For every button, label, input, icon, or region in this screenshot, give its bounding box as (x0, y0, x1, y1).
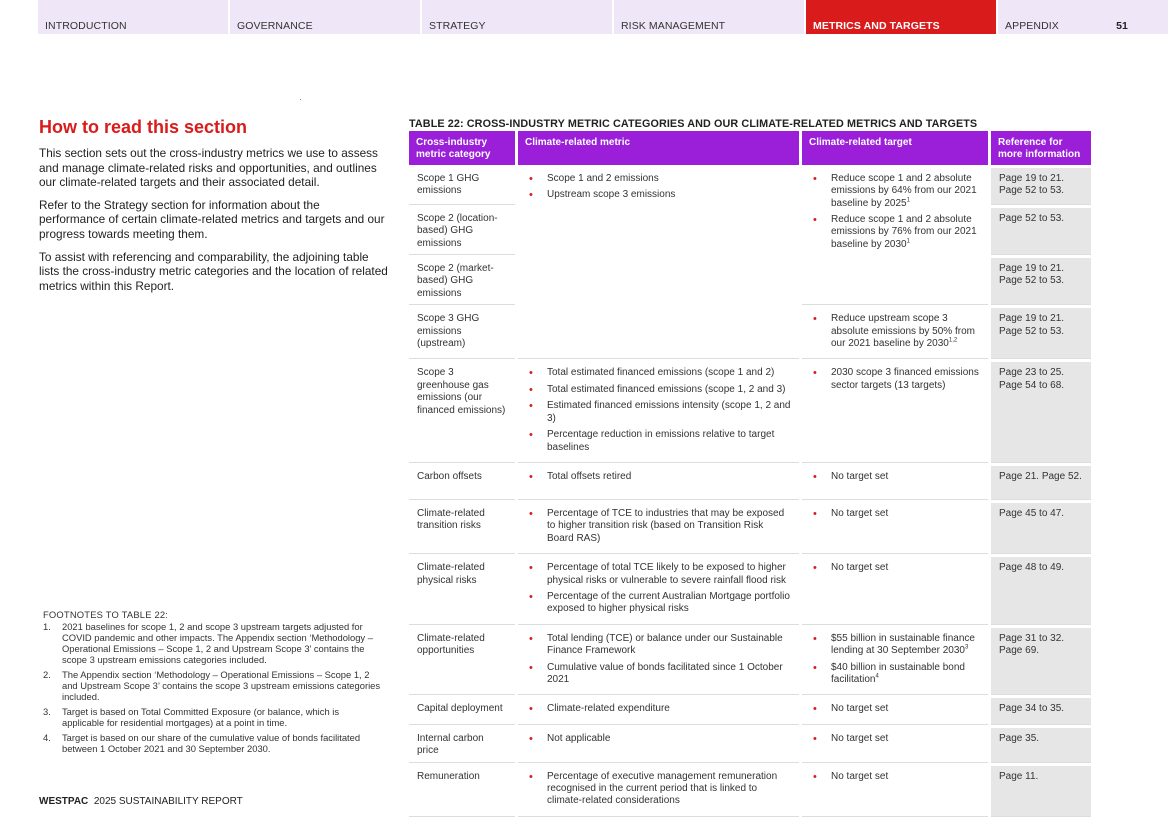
tab-risk-management[interactable]: RISK MANAGEMENT (614, 0, 804, 34)
row-reference: Page 48 to 49. (991, 557, 1091, 625)
footnote: 4. Target is based on our share of the cumulative value of bonds facilitated between 1 October 2021 and 30 September 2030. (43, 732, 361, 754)
table-row (409, 503, 1091, 554)
table-title: TABLE 22: CROSS-INDUSTRY METRIC CATEGORIES AND OUR CLIMATE-RELATED METRICS AND TARGETS (409, 118, 978, 130)
row-metric: • Total estimated financed emissions (scope 1 and 2) • Total estimated financed emissions (scope 1, 2 and 3) • Estimated financed emissions intensity (scope 1, 2 and 3) • Percentage reduction in emissions relative to target baselines (518, 362, 799, 462)
table-header: Climate-related metric (518, 131, 799, 165)
row-reference: Page 19 to 21. Page 52 to 53. (991, 308, 1091, 359)
row-target: • No target set (802, 698, 988, 724)
table-header: Cross-industry metric category (409, 131, 515, 165)
row-reference: Page 21. Page 52. (991, 466, 1091, 500)
row-target: • Reduce scope 1 and 2 absolute emissions by 64% from our 2021 baseline by 2025$^1$ • Reduce scope 1 and 2 absolute emissions by 76% from our 2021 baseline by 2030$^1$ (802, 168, 988, 305)
page-number: 51 (1116, 20, 1128, 32)
row-category: Scope 2 (market-based) GHG emissions (409, 258, 515, 305)
row-reference: Page 45 to 47. (991, 503, 1091, 554)
row-metric: • Total offsets retired (518, 466, 799, 500)
table-row (409, 628, 1091, 696)
row-target: • Reduce upstream scope 3 absolute emissions by 50% from our 2021 baseline by 2030$^{1,2}$ (802, 308, 988, 359)
row-category: Carbon offsets (409, 466, 515, 500)
intro-paragraph: This section sets out the cross-industry metrics we use to assess and manage climate-related risks and opportunities, and outlines our climate-related targets and their associated detail. (39, 146, 378, 190)
table-header: Reference for more information (991, 131, 1091, 165)
page-footer (39, 796, 243, 807)
footer-report: 2025 SUSTAINABILITY REPORT (93, 796, 243, 807)
row-reference: Page 35. (991, 728, 1091, 763)
row-metric: • Total lending (TCE) or balance under our Sustainable Finance Framework • Cumulative value of bonds facilitated since 1 October 2021 (518, 628, 799, 696)
row-reference: Page 19 to 21. Page 52 to 53. (991, 168, 1091, 205)
tab-appendix[interactable] (998, 0, 1168, 34)
row-category: Climate-related opportunities (409, 628, 515, 696)
row-reference: Page 34 to 35. (991, 698, 1091, 724)
row-target: • $55 billion in sustainable finance lending at 30 September 2030$^3$ • $40 billion in sustainable bond facilitation$^4$ (802, 628, 988, 696)
row-reference: Page 23 to 25. Page 54 to 68. (991, 362, 1091, 462)
row-reference: Page 31 to 32. Page 69. (991, 628, 1091, 696)
row-category: Scope 2 (location-based) GHG emissions (409, 208, 515, 255)
footnote: 1. 2021 baselines for scope 1, 2 and scope 3 upstream targets adjusted for COVID pandemic and other impacts. The Appendix section ‘Methodology – Operational Emissions – Scope 1, 2 and Upstream Scope 3’ contains the scope 3 upstream emissions categories included. (43, 621, 373, 665)
row-category: Scope 3 GHG emissions (upstream) (409, 308, 515, 359)
row-category: Scope 1 GHG emissions (409, 168, 515, 205)
tab-governance[interactable]: GOVERNANCE (230, 0, 420, 34)
row-target: • 2030 scope 3 financed emissions sector targets (13 targets) (802, 362, 988, 462)
footer-brand: WESTPAC (39, 796, 89, 807)
row-metric: • Scope 1 and 2 emissions • Upstream scope 3 emissions (518, 168, 799, 360)
table-row (409, 698, 1091, 724)
row-metric: • Percentage of TCE to industries that may be exposed to higher transition risk (based on Transition Risk Board RAS) (518, 503, 799, 554)
footnote: 2. The Appendix section ‘Methodology – Operational Emissions – Scope 1, 2 and Upstream Scope 3’ contains the scope 3 upstream emissions categories included. (43, 669, 381, 702)
stray-dot (300, 99, 301, 100)
table-header: Climate-related target (802, 131, 988, 165)
intro-paragraph: Refer to the Strategy section for information about the performance of certain climate-related metrics and targets and our progress towards meeting them. (39, 197, 385, 241)
row-target: • No target set (802, 728, 988, 763)
table-row (409, 766, 1091, 817)
tab-introduction[interactable]: INTRODUCTION (38, 0, 228, 34)
row-category: Remuneration (409, 766, 515, 817)
row-reference: Page 19 to 21. Page 52 to 53. (991, 258, 1091, 305)
intro-paragraph: To assist with referencing and comparability, the adjoining table lists the cross-industry metric categories and the location of related metrics within this Report. (39, 249, 388, 293)
section-heading: How to read this section (39, 117, 248, 137)
row-category: Internal carbon price (409, 728, 515, 763)
row-metric: • Not applicable (518, 728, 799, 763)
row-target: • No target set (802, 466, 988, 500)
footnotes-title: FOOTNOTES TO TABLE 22: (43, 609, 169, 620)
table-row (409, 168, 1091, 205)
row-reference: Page 52 to 53. (991, 208, 1091, 255)
row-category: Climate-related transition risks (409, 503, 515, 554)
table-row (409, 362, 1091, 462)
table-row (409, 466, 1091, 500)
row-metric: • Percentage of executive management remuneration recognised in the current period that is linked to climate-related considerations (518, 766, 799, 817)
row-category: Capital deployment (409, 698, 515, 724)
tab-metrics-and-targets[interactable]: METRICS AND TARGETS (806, 0, 996, 34)
row-target: • No target set (802, 766, 988, 817)
top-nav (38, 0, 1168, 34)
table-row (409, 557, 1091, 625)
row-category: Scope 3 greenhouse gas emissions (our financed emissions) (409, 362, 515, 462)
row-reference: Page 11. (991, 766, 1091, 817)
row-category: Climate-related physical risks (409, 557, 515, 625)
row-metric: • Percentage of total TCE likely to be exposed to higher physical risks or vulnerable to severe rainfall flood risk • Percentage of the current Australian Mortgage portfolio exposed to higher physical risks (518, 557, 799, 625)
tab-appendix-label: APPENDIX (1005, 20, 1059, 32)
metrics-table (406, 128, 1094, 820)
row-target: • No target set (802, 557, 988, 625)
tab-strategy[interactable]: STRATEGY (422, 0, 612, 34)
row-metric: • Climate-related expenditure (518, 698, 799, 724)
table-row (409, 728, 1091, 763)
intro-section (39, 117, 389, 301)
row-target: • No target set (802, 503, 988, 554)
footnote: 3. Target is based on Total Committed Exposure (or balance, which is applicable for residential mortgages) at a point in time. (43, 706, 340, 728)
footnotes (43, 609, 383, 758)
